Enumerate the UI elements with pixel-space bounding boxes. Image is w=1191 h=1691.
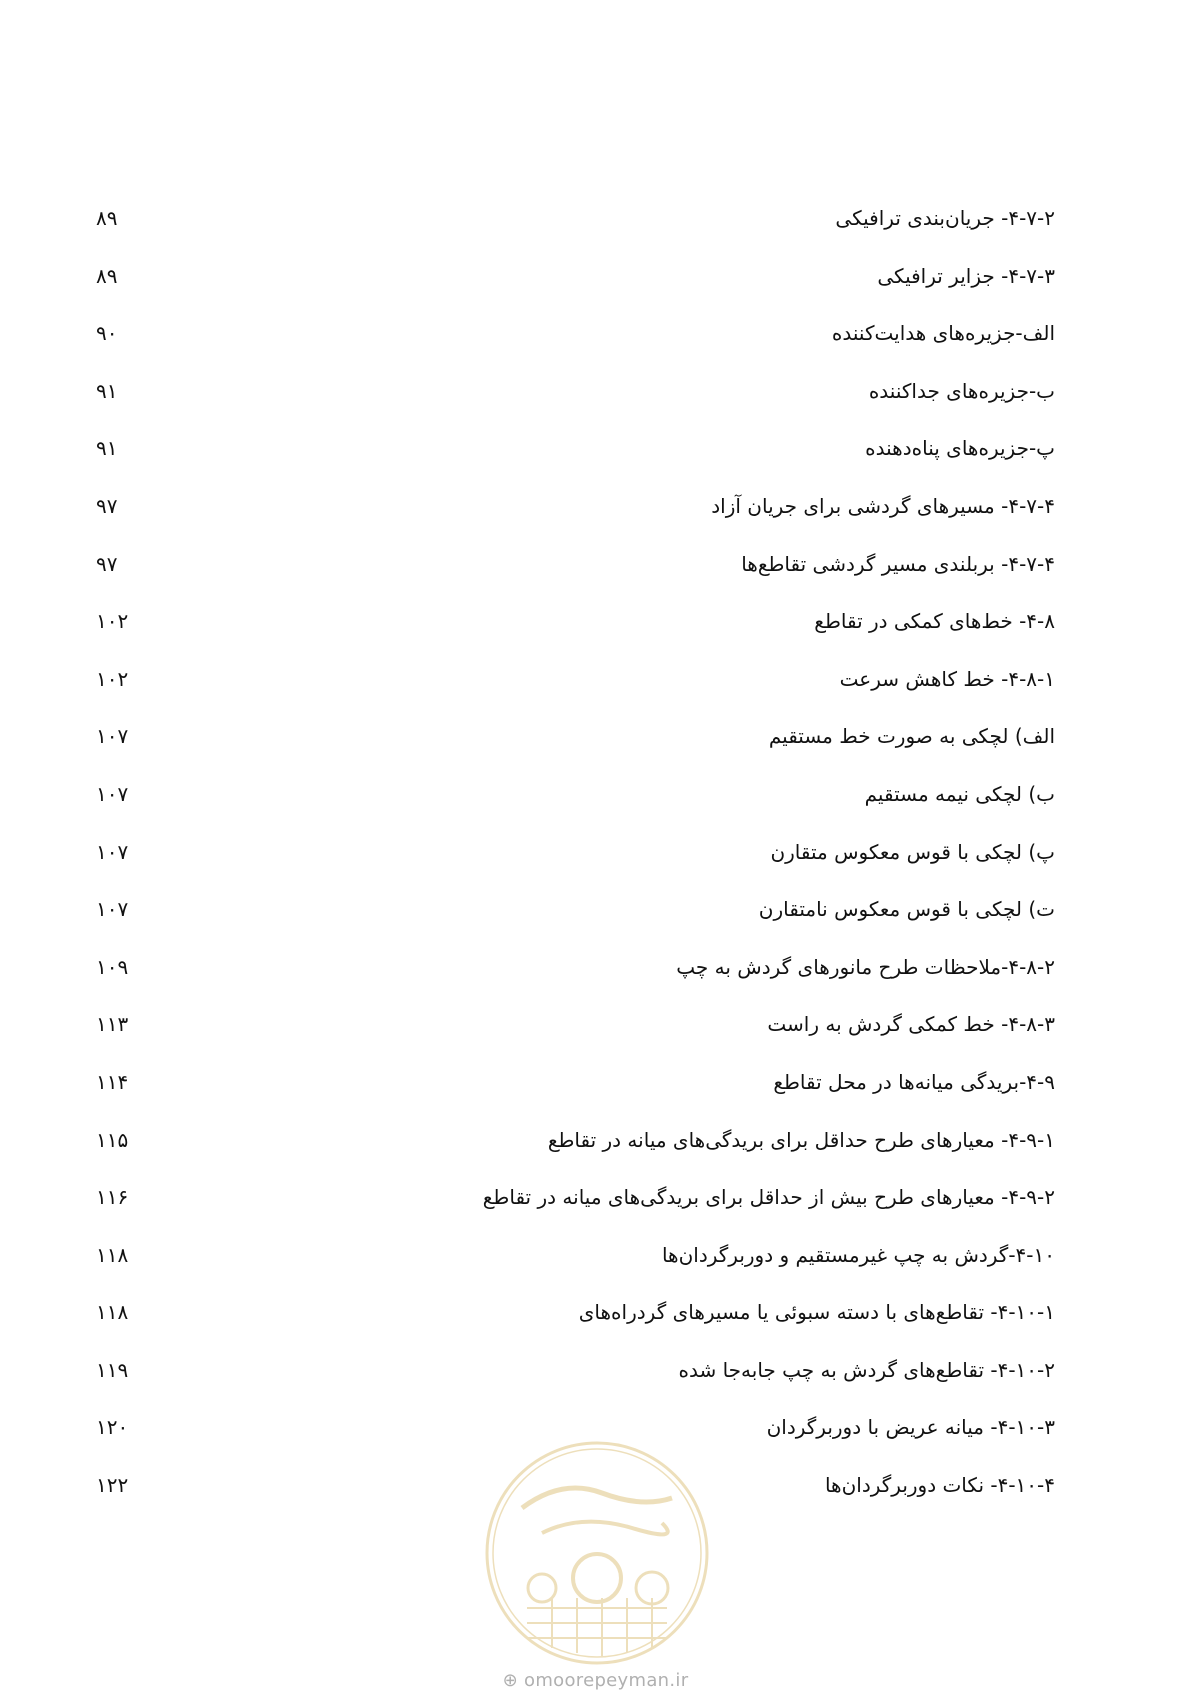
toc-entry-page: ۱۰۲ [96,609,129,634]
toc-entry-page: ۱۱۶ [96,1185,129,1210]
toc-entry-title: ۴-۸- خط‌های کمکی در تقاطع [814,609,1055,634]
toc-entry-title: ب) لچکی نیمه مستقیم [864,781,1055,806]
toc-entry-title: ۴-۱۰-گردش به چپ غیرمستقیم و دوربرگردان‌ها [661,1242,1055,1267]
watermark-logo [482,1438,712,1668]
toc-entry-title: ۴-۱۰-۳- میانه عریض با دوربرگردان [766,1415,1055,1440]
toc-entry-page: ۱۱۸ [96,1300,129,1325]
toc-entry [0,1240,1191,1298]
watermark-url [0,1670,1191,1691]
toc-entry-title: ۴-۷-۴- بربلندی مسیر گردشی تقاطع‌ها [741,551,1055,576]
toc-entry-title: ۴-۹-بریدگی میانه‌ها در محل تقاطع [773,1069,1055,1094]
toc-entry [0,1297,1191,1355]
toc-entry [0,1355,1191,1413]
toc-entry [0,894,1191,952]
toc-entry-title: ۴-۹-۱- معیارهای طرح حداقل برای بریدگی‌های میانه در تقاطع [547,1127,1055,1152]
toc-entry [0,606,1191,664]
watermark-url-text: omoorepeyman.ir [524,1670,689,1691]
toc-entry-title: ۴-۱۰-۱- تقاطع‌های با دسته سبوئی یا مسیرهای گردراه‌های [578,1300,1055,1325]
toc-entry-title: ۴-۷-۴- مسیرهای گردشی برای جریان آزاد [711,493,1055,518]
toc-entry-page: ۹۰ [96,321,118,346]
toc-entry-title: ۴-۸-۱- خط کاهش سرعت [839,666,1055,691]
toc-entry-page: ۱۰۷ [96,781,129,806]
toc-entry [0,549,1191,607]
toc-entry-page: ۱۰۹ [96,954,129,979]
toc-entry-page: ۹۱ [96,436,118,461]
toc-entry-page: ۱۰۷ [96,839,129,864]
toc-entry-page: ۱۱۳ [96,1012,129,1037]
toc-entry-title: پ-جزیره‌های پناه‌دهنده [865,436,1055,461]
toc-entry-page: ۱۱۹ [96,1357,129,1382]
toc-entry-page: ۹۱ [96,378,118,403]
toc-entry [0,721,1191,779]
toc-entry-title: ۴-۸-۳- خط کمکی گردش به راست [767,1012,1055,1037]
toc-entry-page: ۹۷ [96,551,118,576]
toc-entry [0,203,1191,261]
toc-entry-page: ۱۱۵ [96,1127,129,1152]
toc-entry-page: ۸۹ [96,263,118,288]
toc-entry-page: ۹۷ [96,493,118,518]
toc-entry [0,433,1191,491]
toc-entry-title: ۴-۷-۲- جریان‌بندی ترافیکی [835,206,1055,230]
toc-entry-page: ۱۰۲ [96,666,129,691]
toc-entry [0,779,1191,837]
toc-entry-title: ۴-۹-۲- معیارهای طرح بیش از حداقل برای بریدگی‌های میانه در تقاطع [482,1185,1055,1210]
toc-entry-title: ۴-۱۰-۴- نکات دوربرگردان‌ها [824,1473,1055,1498]
globe-icon: ⊕ [502,1670,518,1691]
toc-entry-page: ۸۹ [96,206,118,230]
toc-entry-page: ۱۲۰ [96,1415,129,1440]
toc-entry-page: ۱۰۷ [96,724,129,749]
toc-entry [0,837,1191,895]
toc-entry [0,376,1191,434]
toc-entry-page: ۱۱۸ [96,1242,129,1267]
toc-entry-page: ۱۰۷ [96,897,129,922]
toc-entry [0,318,1191,376]
toc-entry-page: ۱۲۲ [96,1473,129,1498]
toc-entry-title: ب-جزیره‌های جداکننده [868,378,1055,403]
toc-entry [0,491,1191,549]
toc-entry-title: ت) لچکی با قوس معکوس نامتقارن [758,897,1055,922]
toc-entry-title: پ) لچکی با قوس معکوس متقارن [770,839,1055,864]
table-of-contents [0,203,1191,1528]
toc-entry-title: ۴-۸-۲-ملاحظات طرح مانورهای گردش به چپ [676,954,1055,979]
toc-entry-title: الف) لچکی به صورت خط مستقیم [768,724,1055,749]
toc-entry-title: ۴-۱۰-۲- تقاطع‌های گردش به چپ جابه‌جا شده [678,1357,1055,1382]
toc-entry [0,952,1191,1010]
toc-entry [0,1182,1191,1240]
toc-entry-page: ۱۱۴ [96,1069,129,1094]
toc-entry [0,1067,1191,1125]
toc-entry [0,1009,1191,1067]
toc-entry-title: ۴-۷-۳- جزایر ترافیکی [877,263,1055,288]
toc-entry [0,261,1191,319]
toc-entry-title: الف-جزیره‌های هدایت‌کننده [831,321,1055,346]
toc-entry [0,664,1191,722]
toc-entry [0,1125,1191,1183]
